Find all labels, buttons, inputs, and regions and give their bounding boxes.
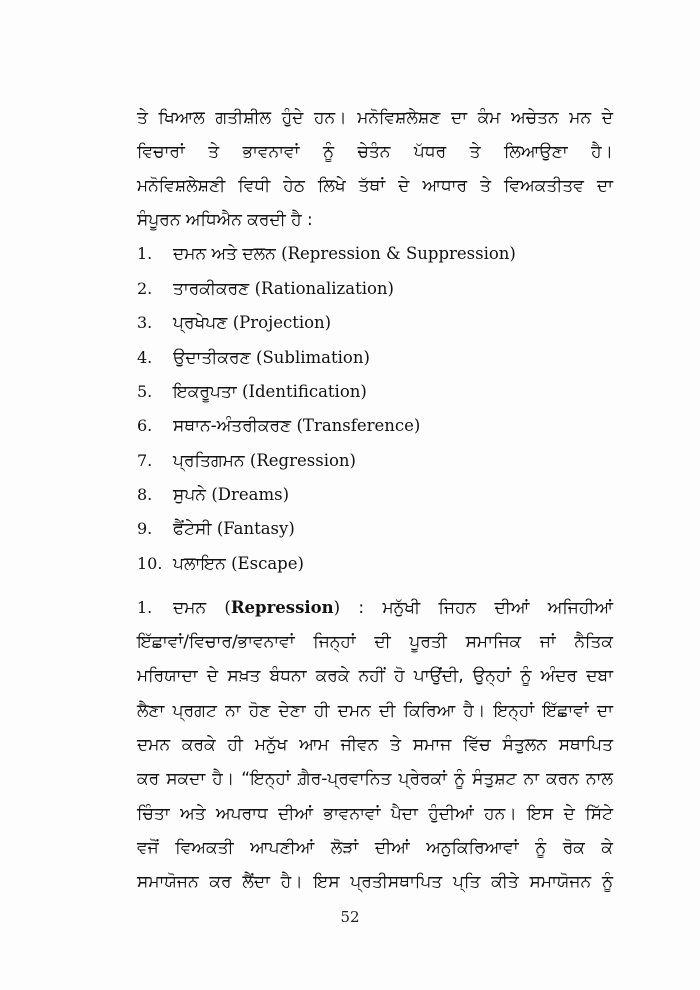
list-term-punjabi: ਪ੍ਰਖੇਪਣ	[173, 313, 228, 333]
list-item	[137, 311, 613, 335]
paragraph-line: ਇੱਛਾਵਾਂ/ਵਿਚਾਰ/ਭਾਵਨਾਵਾਂ ਜਿਨ੍ਹਾਂ ਦੀ ਪੂਰਤੀ ਸਮਾਜਿਕ ਜਾਂ ਨੈਤਿਕ	[137, 632, 613, 652]
paragraph-line: ਵਜੋਂ ਵਿਅਕਤੀ ਆਪਣੀਆਂ ਲੋੜਾਂ ਦੀਆਂ ਅਨੁਕਿਰਿਆਵਾਂ ਨੂੰ ਰੋਕ ਕੇ	[137, 838, 613, 858]
paragraph-line: ਦਮਨ ਕਰਕੇ ਹੀ ਮਨੁੱਖ ਆਮ ਜੀਵਨ ਤੇ ਸਮਾਜ ਵਿੱਚ ਸੰਤੁਲਨ ਸਥਾਪਿਤ	[137, 735, 613, 755]
list-item	[137, 380, 613, 404]
list-term-punjabi: ਦਮਨ ਅਤੇ ਦਲਨ	[173, 244, 276, 264]
list-item	[137, 346, 613, 370]
paragraph-line: ਮਰਿਯਾਦਾ ਦੇ ਸਖ਼ਤ ਬੰਧਨਾ ਕਰਕੇ ਨਹੀਂ ਹੋ ਪਾਉਂਦੀ, ਉਨ੍ਹਾਂ ਨੂੰ ਅੰਦਰ ਦਬਾ	[137, 666, 613, 686]
list-term-punjabi: ਪ੍ਰਤਿਗਮਨ	[173, 451, 245, 471]
section-first-line-text: : ਮਨੁੱਖੀ ਜਿਹਨ ਦੀਆਂ ਅਜਿਹੀਆਂ	[358, 598, 613, 618]
list-term-punjabi: ਫੈਂਟੇਸੀ	[173, 519, 212, 539]
list-item	[137, 414, 613, 438]
list-item	[137, 277, 613, 301]
list-number: 8.	[137, 485, 153, 504]
list-term-english: (Fantasy)	[216, 519, 295, 538]
list-term-punjabi: ਪਲਾਇਨ	[173, 554, 226, 574]
list-term-english: (Regression)	[249, 451, 356, 470]
list-term-english: (Projection)	[232, 313, 332, 332]
list-number: 10.	[137, 554, 163, 573]
section-term-english: Repression	[230, 598, 334, 617]
paragraph-line: ਲੈਣਾ ਪ੍ਰਗਟ ਨਾ ਹੋਣ ਦੇਣਾ ਹੀ ਦਮਨ ਦੀ ਕਿਰਿਆ ਹੈ। ਇਨ੍ਹਾਂ ਇੱਛਾਵਾਂ ਦਾ	[137, 701, 613, 721]
list-number: 1.	[137, 244, 153, 263]
intro-line: ਸੰਪੂਰਨ ਅਧਿਐਨ ਕਰਦੀ ਹੈ :	[137, 210, 313, 230]
list-item	[137, 483, 613, 507]
list-number: 4.	[137, 348, 153, 367]
list-term-punjabi: ਤਾਰਕੀਕਰਣ	[173, 279, 250, 299]
section-paren-close: )	[333, 598, 341, 617]
list-number: 5.	[137, 382, 153, 401]
intro-line: ਤੇ ਖਿਆਲ ਗਤੀਸ਼ੀਲ ਹੁੰਦੇ ਹਨ। ਮਨੋਵਿਸ਼ਲੇਸ਼ਣ ਦਾ ਕੰਮ ਅਚੇਤਨ ਮਨ ਦੇ	[137, 108, 613, 128]
list-item	[137, 517, 613, 541]
list-term-english: (Dreams)	[211, 485, 290, 504]
section-number: 1.	[137, 598, 153, 617]
intro-line: ਮਨੋਵਿਸ਼ਲੇਸ਼ਣੀ ਵਿਧੀ ਹੇਠ ਲਿਖੇ ਤੱਥਾਂ ਦੇ ਆਧਾਰ ਤੇ ਵਿਅਕਤੀਤਵ ਦਾ	[137, 176, 613, 196]
section-heading-line	[137, 596, 613, 620]
paragraph-line: ਚਿੰਤਾ ਅਤੇ ਅਪਰਾਧ ਦੀਆਂ ਭਾਵਨਾਵਾਂ ਪੈਦਾ ਹੁੰਦੀਆਂ ਹਨ। ਇਸ ਦੇ ਸਿੱਟੇ	[137, 804, 613, 824]
list-number: 6.	[137, 416, 153, 435]
list-term-punjabi: ਇਕਰੂਪਤਾ	[173, 382, 237, 402]
list-number: 9.	[137, 519, 153, 538]
list-term-punjabi: ਸਥਾਨ-ਅੰਤਰੀਕਰਣ	[173, 416, 292, 436]
section-term-punjabi: ਦਮਨ	[173, 598, 207, 618]
paragraph-line: ਕਰ ਸਕਦਾ ਹੈ। “ਇਨ੍ਹਾਂ ਗ਼ੈਰ-ਪ੍ਰਵਾਨਿਤ ਪ੍ਰੇਰਕਾਂ ਨੂੰ ਸੰਤੁਸ਼ਟ ਨਾ ਕਰਨ ਨਾਲ	[137, 769, 613, 789]
intro-line: ਵਿਚਾਰਾਂ ਤੇ ਭਾਵਨਾਵਾਂ ਨੂੰ ਚੇਤੰਨ ਪੱਧਰ ਤੇ ਲਿਆਉਣਾ ਹੈ।	[137, 142, 613, 162]
page-number: 52	[340, 908, 360, 926]
list-number: 3.	[137, 313, 153, 332]
list-item	[137, 449, 613, 473]
list-term-english: (Escape)	[231, 554, 304, 573]
list-term-english: (Sublimation)	[256, 348, 370, 367]
list-term-punjabi: ਉਦਾਤੀਕਰਣ	[173, 348, 251, 368]
section-paren-open: (	[224, 598, 231, 617]
list-term-english: (Rationalization)	[254, 279, 394, 298]
list-term-punjabi: ਸੁਪਨੇ	[173, 485, 206, 505]
list-term-english: (Transference)	[296, 416, 421, 435]
paragraph-line: ਸਮਾਯੋਜਨ ਕਰ ਲੈਂਦਾ ਹੈ। ਇਸ ਪ੍ਰਤੀਸਥਾਪਿਤ ਪ੍ਤਿ ਕੀਤੇ ਸਮਾਯੋਜਨ ਨੂੰ	[137, 872, 613, 892]
list-term-english: (Identification)	[242, 382, 367, 401]
list-number: 2.	[137, 279, 153, 298]
list-term-english: (Repression & Suppression)	[281, 244, 516, 263]
list-item	[137, 242, 613, 266]
list-number: 7.	[137, 451, 153, 470]
list-item	[137, 552, 613, 576]
